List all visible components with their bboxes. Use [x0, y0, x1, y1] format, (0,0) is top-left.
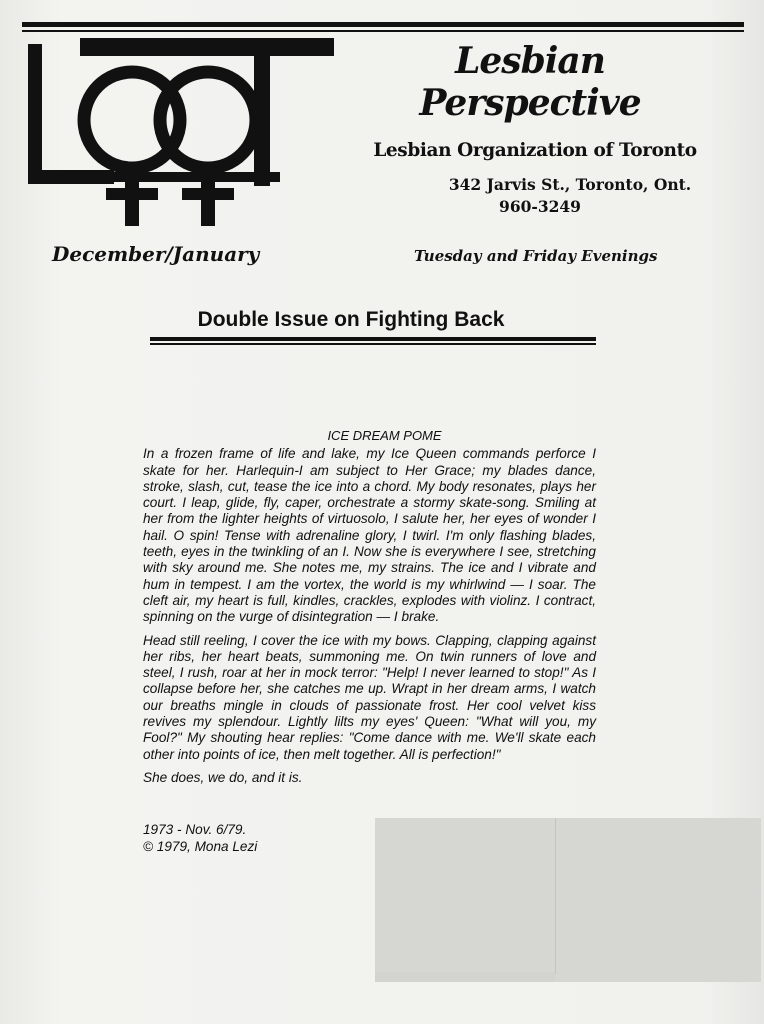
organization-name: Lesbian Organization of Toronto	[373, 140, 697, 161]
paste-up-edge	[375, 972, 555, 982]
organization-address: 342 Jarvis St., Toronto, Ont.	[448, 175, 692, 194]
poem-paragraph: Head still reeling, I cover the ice with my bows. Clapping, clapping against her ribs, her heart beats, summoning me. On twin runners of love and steel, I rush, roar at her in mock terror: "Help! I never learned to stop!" As I collapse before her, she catches me up. Wrapt in her dream arms, I watch our breaths mingle in clouds of passionate frost. Her cool velvet kiss revives my splendour. Lightly lilts my eyes' Queen: "What will you, my Fool?" My shouting hear replies: "Come dance with me. We'll skate each other into points of ice, then melt together. All is perfection!"	[143, 632, 596, 762]
poem-date-line: 1973 - Nov. 6/79.	[143, 822, 247, 838]
headline-rule-thick	[150, 337, 596, 341]
headline-rule-thin	[150, 343, 596, 345]
organization-phone: 960-3249	[499, 197, 581, 216]
masthead-title-line1: Lesbian	[455, 40, 605, 82]
masthead-title-line2: Perspective	[419, 82, 641, 124]
poem-copyright-credit: © 1979, Mona Lezi	[143, 838, 258, 854]
poem-closing-line: She does, we do, and it is.	[143, 769, 303, 785]
loot-logo	[22, 38, 340, 238]
blank-paste-up-patch	[375, 818, 761, 982]
poem-title: ICE DREAM POME	[327, 428, 442, 443]
meeting-times: Tuesday and Friday Evenings	[414, 247, 658, 265]
paste-up-seam	[555, 818, 556, 974]
headline: Double Issue on Fighting Back	[197, 308, 505, 331]
issue-date: December/January	[52, 242, 260, 266]
poem-paragraph: In a frozen frame of life and lake, my Ice Queen commands perforce I skate for her. Harlequin-I am subject to Her Grace; my blades dance, stroke, slash, cut, tease the ice into a chord. My body resonates, plays her court. I leap, glide, fly, caper, orchestrate a stormy skate-song. Smiling at her from the lighter heights of virtuosolo, I salute her, her eyes of wonder I hail. O spin! Tense with adrenaline glory, I twirl. I'm only flashing blades, teeth, eyes in the twinkling of an I. Now she is everywhere I see, stretching with sky around me. She notes me, my strains. The ice and I vibrate and hum in tempest. I am the vortex, the world is my whirlwind — I soar. The cleft air, my heart is full, kindles, crackles, explodes with violinz. I contract, spinning on the vurge of disintegration — I brake.	[143, 446, 596, 625]
top-rule-thin	[22, 30, 744, 32]
top-rule-thick	[22, 22, 744, 27]
poem-block	[143, 428, 596, 855]
